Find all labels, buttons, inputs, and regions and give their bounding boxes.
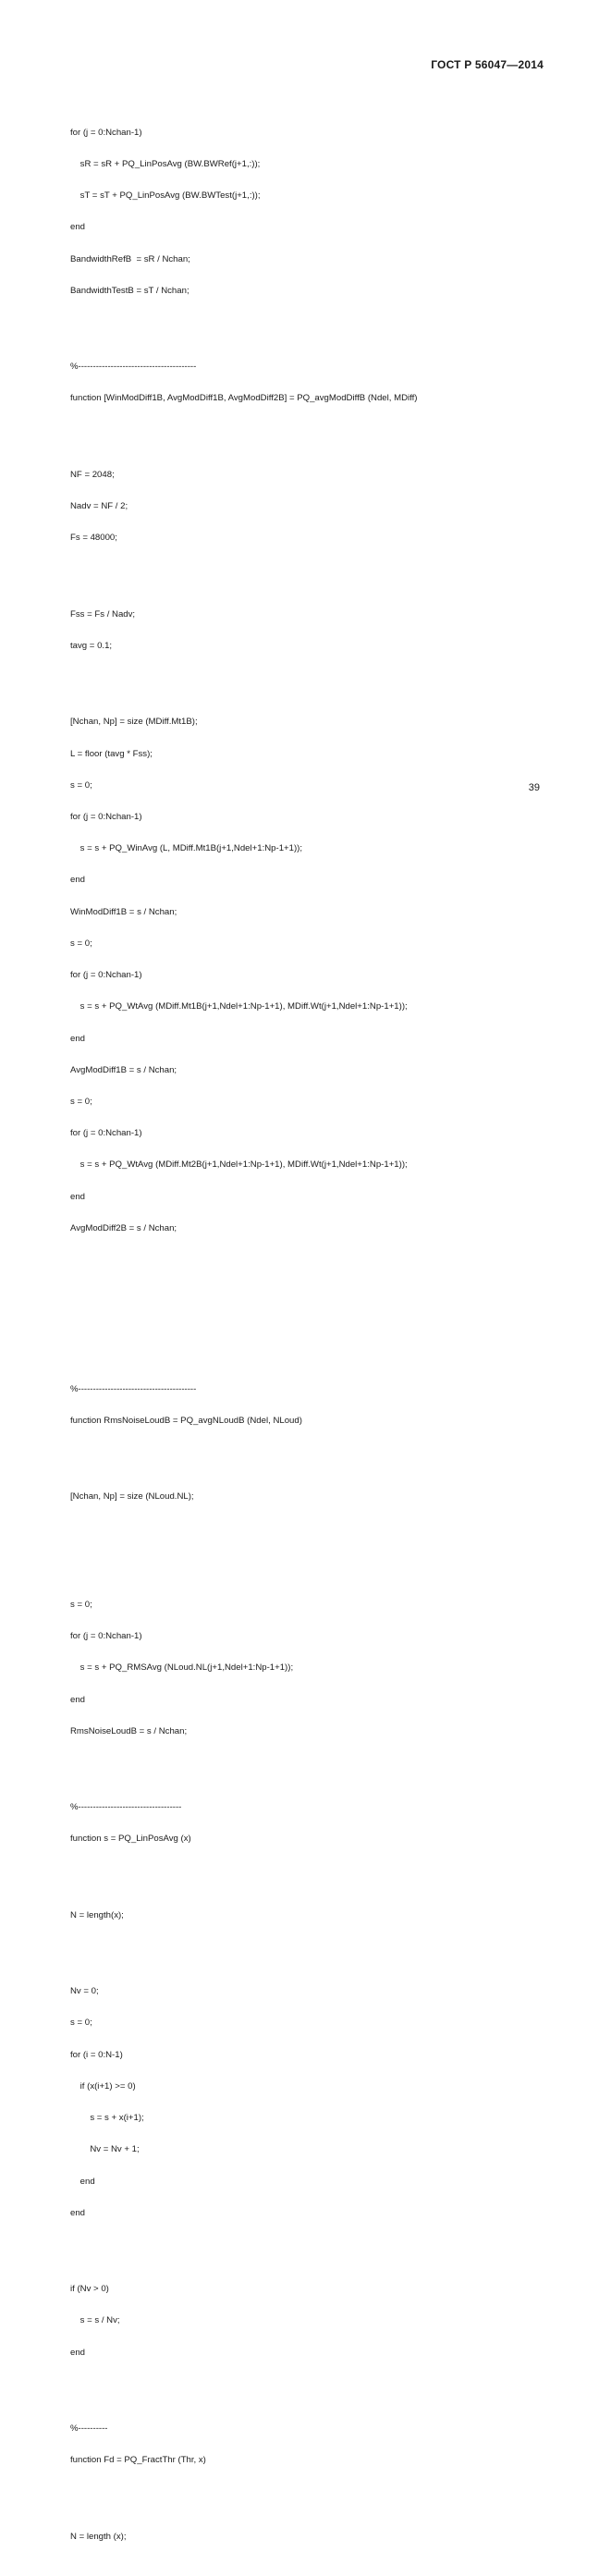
code-block	[70, 1965, 569, 2239]
code-line: BandwidthTestB = sT / Nchan;	[70, 285, 189, 296]
code-line: sT = sT + PQ_LinPosAvg (BW.BWTest(j+1,:));	[70, 190, 261, 202]
code-line: for (i = 0:N-1)	[70, 2049, 123, 2060]
code-line: [Nchan, Np] = size (NLoud.NL);	[70, 1491, 194, 1503]
page-number: 39	[528, 782, 540, 793]
code-line: end	[70, 1694, 86, 1705]
code-line: AvgModDiff1B = s / Nchan;	[70, 1064, 177, 1075]
code-line: for (j = 0:Nchan-1)	[70, 1128, 142, 1139]
code-line: Fs = 48000;	[70, 533, 117, 544]
code-line: if (Nv > 0)	[70, 2284, 109, 2295]
code-line: function Fd = PQ_FractThr (Thr, x)	[70, 2455, 206, 2466]
code-block	[70, 340, 569, 424]
code-line: for (j = 0:Nchan-1)	[70, 970, 142, 981]
code-line: s = 0;	[70, 1096, 92, 1107]
document-standard-number: ГОСТ Р 56047—2014	[431, 58, 544, 71]
code-line	[70, 1523, 569, 1533]
code-line: %-----------------------------------	[70, 1802, 182, 1813]
code-block	[70, 1363, 569, 1447]
code-block	[70, 448, 569, 564]
code-line: BandwidthRefB = sR / Nchan;	[70, 253, 190, 264]
code-line: %----------------------------------------	[70, 1383, 197, 1394]
code-line: sR = sR + PQ_LinPosAvg (BW.BWRef(j+1,:));	[70, 158, 261, 169]
code-line: end	[70, 2207, 86, 2218]
code-block	[70, 2510, 569, 2563]
code-line: if (x(i+1) >= 0)	[70, 2080, 136, 2091]
code-line: s = s / Nv;	[70, 2315, 120, 2326]
code-line: for (j = 0:Nchan-1)	[70, 127, 142, 138]
code-line: WinModDiff1B = s / Nchan;	[70, 906, 177, 917]
code-line: s = s + PQ_WinAvg (L, MDiff.Mt1B(j+1,Ndel+1:Np-1+1));	[70, 843, 303, 854]
code-line: AvgModDiff2B = s / Nchan;	[70, 1222, 177, 1233]
code-line: s = s + x(i+1);	[70, 2113, 144, 2124]
code-line: end	[70, 1191, 86, 1202]
code-line: function [WinModDiff1B, AvgModDiff1B, AvgModDiff2B] = PQ_avgModDiffB (Ndel, MDiff)	[70, 393, 418, 404]
code-line: end	[70, 875, 86, 886]
code-line: N = length(x);	[70, 1909, 124, 1920]
code-line: end	[70, 1033, 86, 1044]
code-line: s = 0;	[70, 938, 92, 949]
code-line: RmsNoiseLoudB = s / Nchan;	[70, 1725, 188, 1736]
code-line: end	[70, 2176, 95, 2187]
code-line: Nv = 0;	[70, 1986, 99, 1997]
code-line: for (j = 0:Nchan-1)	[70, 812, 142, 822]
code-listing	[70, 85, 569, 2576]
code-line: s = s + PQ_WtAvg (MDiff.Mt1B(j+1,Ndel+1:Np-1+1), MDiff.Wt(j+1,Ndel+1:Np-1+1));	[70, 1001, 408, 1012]
code-line: %----------	[70, 2423, 108, 2435]
code-block	[70, 1578, 569, 1758]
code-block	[70, 696, 569, 1340]
code-line: s = 0;	[70, 779, 92, 791]
code-line: function s = PQ_LinPosAvg (x)	[70, 1834, 191, 1845]
code-line: %----------------------------------------	[70, 362, 197, 373]
code-block	[70, 1470, 569, 1554]
code-line: Nv = Nv + 1;	[70, 2144, 140, 2155]
code-line: Fss = Fs / Nadv;	[70, 608, 136, 619]
code-line: L = floor (tavg * Fss);	[70, 748, 153, 759]
code-line: for (j = 0:Nchan-1)	[70, 1631, 142, 1642]
code-line: function RmsNoiseLoudB = PQ_avgNLoudB (Ndel, NLoud)	[70, 1415, 302, 1426]
code-line: NF = 2048;	[70, 469, 115, 480]
code-block	[70, 1781, 569, 1865]
code-line: end	[70, 222, 86, 233]
code-line: end	[70, 2347, 86, 2358]
code-line: Nadv = NF / 2;	[70, 501, 128, 512]
code-line: N = length (x);	[70, 2531, 127, 2542]
code-block	[70, 588, 569, 672]
code-line: s = 0;	[70, 2018, 92, 2029]
code-block	[70, 1889, 569, 1942]
code-line: tavg = 0.1;	[70, 640, 113, 651]
code-block	[70, 106, 569, 317]
code-block	[70, 2402, 569, 2486]
code-line: [Nchan, Np] = size (MDiff.Mt1B);	[70, 717, 198, 728]
code-line: s = s + PQ_WtAvg (MDiff.Mt2B(j+1,Ndel+1:Np-1+1), MDiff.Wt(j+1,Ndel+1:Np-1+1));	[70, 1159, 408, 1171]
code-line: s = 0;	[70, 1599, 92, 1610]
code-line: s = s + PQ_RMSAvg (NLoud.NL(j+1,Ndel+1:Np-1+1));	[70, 1662, 294, 1674]
code-block	[70, 2263, 569, 2378]
